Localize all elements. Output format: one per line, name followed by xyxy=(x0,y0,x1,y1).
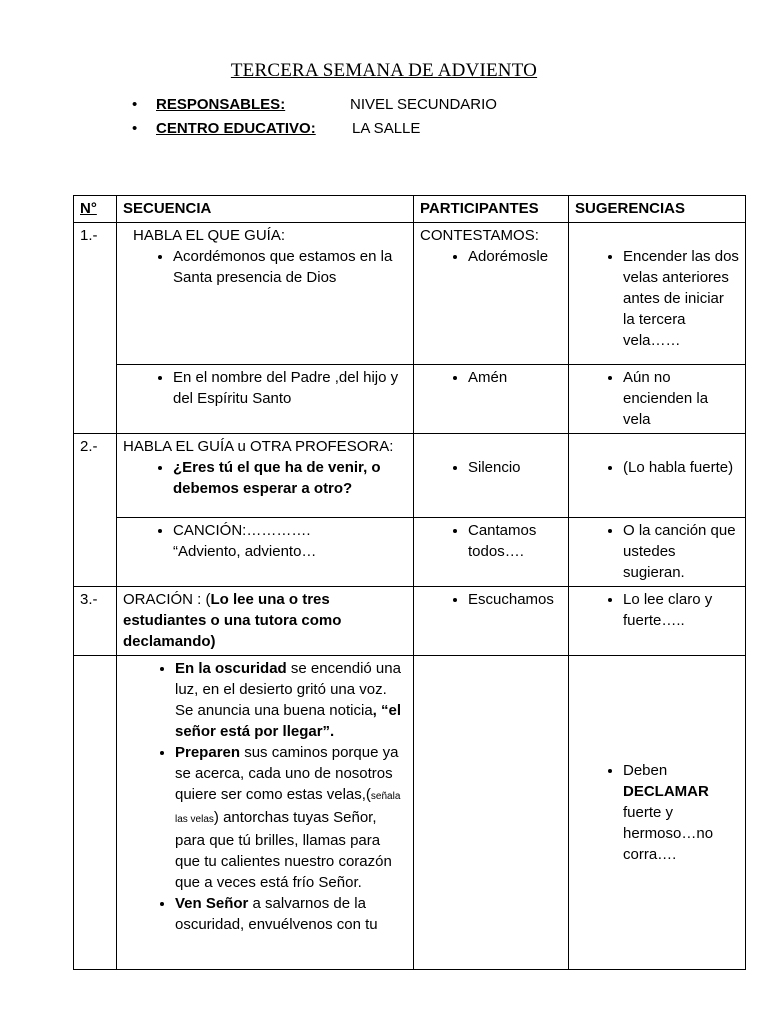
participantes-cell-empty xyxy=(414,656,569,970)
row-number: 2.- xyxy=(74,434,117,518)
table-row xyxy=(74,365,746,434)
header-number: N° xyxy=(74,196,117,223)
seq-heading: HABLA EL GUÍA u OTRA PROFESORA: xyxy=(123,438,394,455)
sequence-table xyxy=(73,195,746,970)
part-heading: CONTESTAMOS: xyxy=(420,227,539,244)
list-item: • Ven Señor a salvarnos de la oscuridad, envuélvenos con tu xyxy=(175,893,407,935)
list-item: • Lo lee claro y fuerte….. xyxy=(623,589,739,631)
row-number-empty xyxy=(74,365,117,434)
secuencia-cell xyxy=(117,223,414,365)
list-item: • ¿Eres tú el que ha de venir, o debemos esperar a otro? xyxy=(173,457,407,499)
participantes-cell xyxy=(414,518,569,587)
table-row xyxy=(74,518,746,587)
song-title: “Adviento, adviento… xyxy=(173,543,317,560)
secuencia-cell xyxy=(117,518,414,587)
participantes-cell xyxy=(414,365,569,434)
list-item: • Aún no encienden la vela xyxy=(623,367,739,430)
meta-value: LA SALLE xyxy=(352,120,421,137)
list-item: • En el nombre del Padre ,del hijo y del Espíritu Santo xyxy=(173,367,407,409)
row-number: 3.- xyxy=(74,587,117,656)
list-item: • O la canción que ustedes sugieran. xyxy=(623,520,739,583)
bullet: • xyxy=(132,120,138,137)
sugerencias-cell xyxy=(569,434,746,518)
seq-heading: HABLA EL QUE GUÍA: xyxy=(133,227,285,244)
sugerencias-cell xyxy=(569,365,746,434)
list-item: • Encender las dos velas anteriores antes de iniciar la tercera vela…… xyxy=(623,246,739,351)
header-participantes: PARTICIPANTES xyxy=(414,196,569,223)
table-row xyxy=(74,587,746,656)
seq-heading: ORACIÓN : ( xyxy=(123,591,211,608)
sugerencias-cell xyxy=(569,656,746,970)
bullet: • xyxy=(132,96,138,113)
header-sugerencias: SUGERENCIAS xyxy=(569,196,746,223)
list-item: • Deben DECLAMAR fuerte y hermoso…no corra…. xyxy=(623,760,739,865)
document-title: TERCERA SEMANA DE ADVIENTO xyxy=(230,60,538,81)
secuencia-cell xyxy=(117,365,414,434)
meta-label: RESPONSABLES: xyxy=(156,96,286,113)
table-row xyxy=(74,223,746,365)
meta-value: NIVEL SECUNDARIO xyxy=(350,96,497,113)
meta-label: CENTRO EDUCATIVO: xyxy=(156,120,316,137)
participantes-cell xyxy=(414,434,569,518)
sugerencias-cell xyxy=(569,587,746,656)
list-item: • Adorémosle xyxy=(468,246,562,267)
sugerencias-cell xyxy=(569,518,746,587)
seq-heading-bold: Lo lee una o tres estudiantes o una tutora como declamando) xyxy=(123,591,342,650)
secuencia-cell xyxy=(117,434,414,518)
participantes-cell xyxy=(414,587,569,656)
list-item: • CANCIÓN:…………. xyxy=(173,520,407,541)
row-number-empty xyxy=(74,518,117,587)
header-secuencia: SECUENCIA xyxy=(117,196,414,223)
row-number: 1.- xyxy=(74,223,117,365)
participantes-cell xyxy=(414,223,569,365)
secuencia-cell xyxy=(117,587,414,656)
list-item: • Preparen sus caminos porque ya se acerca, cada uno de nosotros quiere ser como estas velas,(señala las velas) antorchas tuyas Señor, para que tú brilles, llamas para que tu calientes nuestro corazón que a veces está frío Señor. xyxy=(175,742,407,893)
list-item: • Amén xyxy=(468,367,562,388)
list-item: • Silencio xyxy=(468,457,562,478)
sugerencias-cell xyxy=(569,223,746,365)
list-item: • (Lo habla fuerte) xyxy=(623,457,739,478)
table-row xyxy=(74,656,746,970)
list-item: • En la oscuridad se encendió una luz, en el desierto gritó una voz. Se anuncia una buena noticia, “el señor está por llegar”. xyxy=(175,658,407,742)
table-row xyxy=(74,434,746,518)
list-item: • Escuchamos xyxy=(468,589,562,610)
list-item: • Cantamos todos…. xyxy=(468,520,562,562)
list-item: • Acordémonos que estamos en la Santa presencia de Dios xyxy=(173,246,407,288)
secuencia-cell xyxy=(117,656,414,970)
row-number-empty xyxy=(74,656,117,970)
table-header-row xyxy=(74,196,746,223)
